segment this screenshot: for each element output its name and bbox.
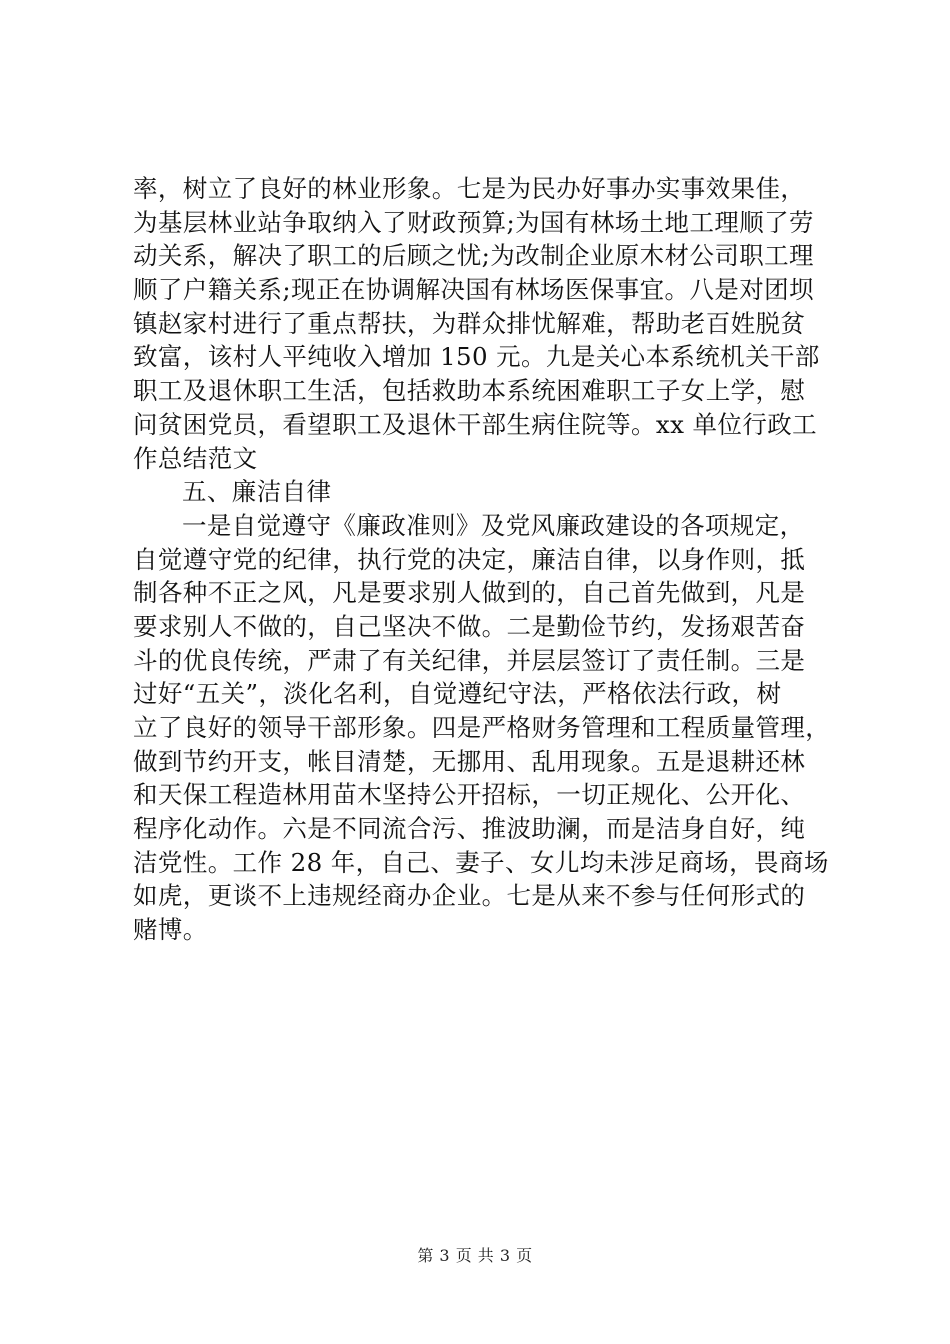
paragraph-line: 职工及退休职工生活，包括救助本系统困难职工子女上学，慰 bbox=[133, 376, 806, 406]
page-number-label: 第 3 页 共 3 页 bbox=[417, 1246, 533, 1265]
paragraph-line: 作总结范文 bbox=[133, 443, 258, 473]
paragraph-line: 和天保工程造林用苗木坚持公开招标，一切正规化、公开化、 bbox=[133, 780, 806, 810]
paragraph-line: 斗的优良传统，严肃了有关纪律，并层层签订了责任制。三是 bbox=[133, 645, 806, 675]
paragraph-line: 如虎，更谈不上违规经商办企业。七是从来不参与任何形式的 bbox=[133, 881, 806, 911]
paragraph-line: 率，树立了良好的林业形象。七是为民办好事办实事效果佳， bbox=[133, 174, 806, 203]
paragraph-line: 自觉遵守党的纪律，执行党的决定，廉洁自律，以身作则，抵 bbox=[133, 544, 806, 574]
paragraph-line: 洁党性。工作 28 年，自己、妻子、女儿均未涉足商场，畏商场 bbox=[133, 847, 829, 877]
paragraph-line: 立了良好的领导干部形象。四是严格财务管理和工程质量管理， bbox=[133, 713, 831, 742]
paragraph-line: 顺了户籍关系;现正在协调解决国有林场医保事宜。八是对团坝 bbox=[133, 275, 814, 305]
page-footer bbox=[0, 1243, 950, 1266]
paragraph-line: 致富，该村人平纯收入增加 150 元。九是关心本系统机关干部 bbox=[133, 342, 820, 372]
document-body bbox=[133, 172, 833, 947]
paragraph-line: 做到节约开支，帐目清楚，无挪用、乱用现象。五是退耕还林 bbox=[133, 746, 806, 776]
paragraph-line: 问贫困党员，看望职工及退休干部生病住院等。xx 单位行政工 bbox=[133, 409, 818, 439]
paragraph-line: 程序化动作。六是不同流合污、推波助澜，而是洁身自好，纯 bbox=[133, 814, 806, 844]
paragraph-line: 赌博。 bbox=[133, 915, 208, 945]
paragraph-line: 镇赵家村进行了重点帮扶，为群众排忧解难，帮助老百姓脱贫 bbox=[133, 308, 806, 338]
paragraph-line: 制各种不正之风，凡是要求别人做到的，自己首先做到，凡是 bbox=[133, 578, 806, 608]
paragraph-line: 要求别人不做的，自己坚决不做。二是勤俭节约，发扬艰苦奋 bbox=[133, 611, 806, 641]
paragraph-line: 动关系，解决了职工的后顾之忧;为改制企业原木材公司职工理 bbox=[133, 241, 814, 271]
section-heading: 五、廉洁自律 bbox=[182, 477, 332, 507]
paragraph-line: 过好“五关”，淡化名利，自觉遵纪守法，严格依法行政，树 bbox=[133, 679, 782, 709]
paragraph-line: 一是自觉遵守《廉政准则》及党风廉政建设的各项规定， bbox=[182, 510, 805, 540]
paragraph-line: 为基层林业站争取纳入了财政预算;为国有林场土地工理顺了劳 bbox=[133, 207, 814, 237]
